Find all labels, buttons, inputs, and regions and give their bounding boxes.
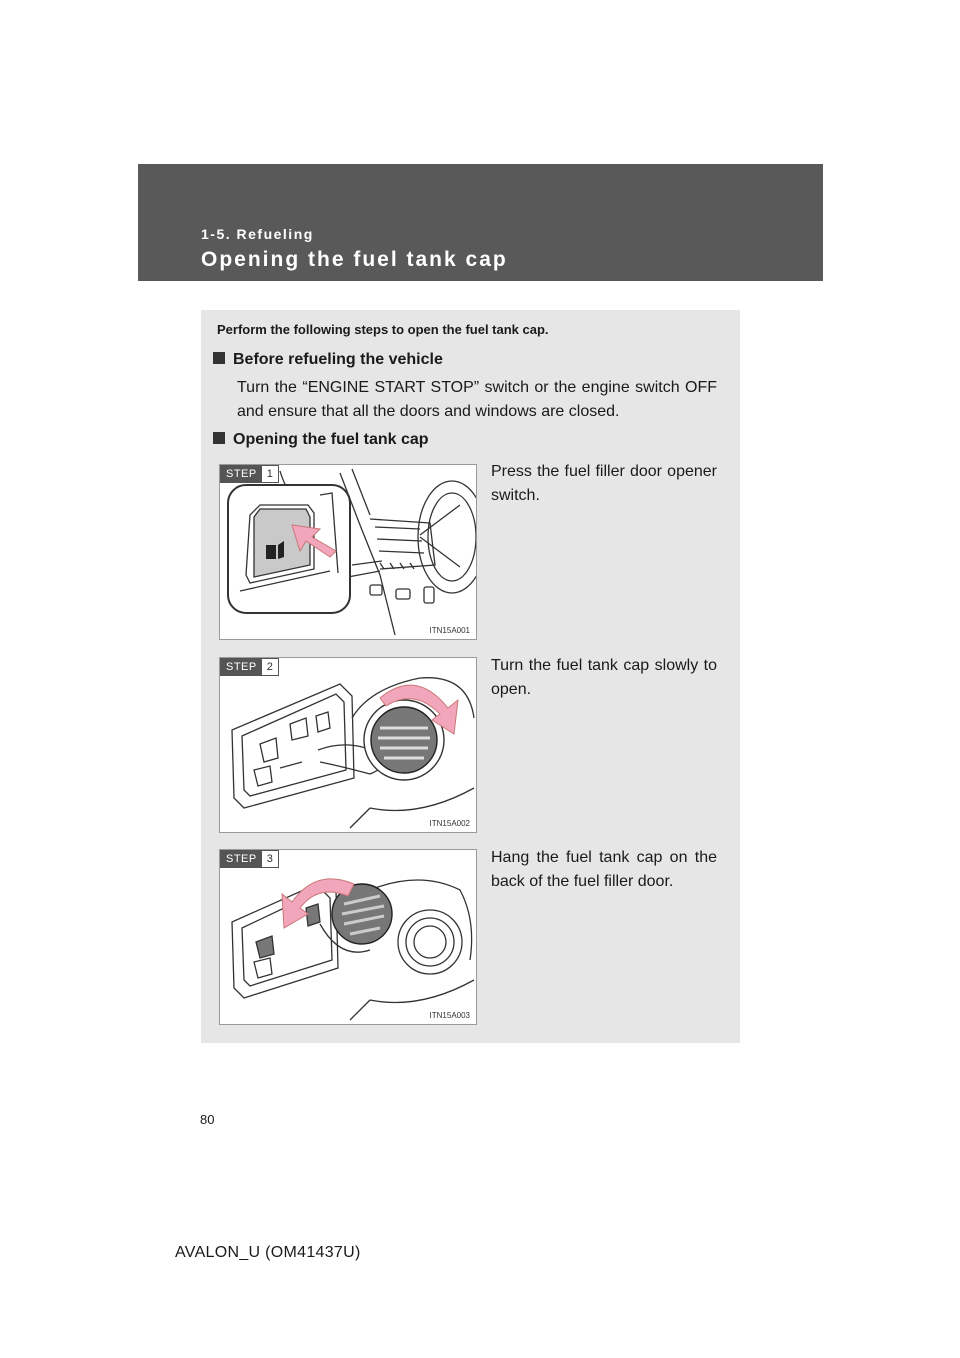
square-bullet-icon (213, 352, 225, 364)
figure-code: ITN15A001 (429, 626, 470, 635)
square-bullet-icon (213, 432, 225, 444)
step-2-text: Turn the fuel tank cap slowly to open. (491, 657, 717, 698)
intro-text: Perform the following steps to open the fuel tank cap. (217, 322, 549, 337)
step-label: STEP (221, 851, 262, 867)
section-label: 1-5. Refueling (201, 226, 314, 242)
step-2-figure (219, 657, 477, 833)
step-3-figure (219, 849, 477, 1025)
step-1-badge (220, 465, 279, 483)
before-refueling-text: Turn the “ENGINE START STOP” switch or the engine switch OFF and ensure that all the doors and windows are closed. (237, 379, 717, 420)
dashboard-switch-illustration (220, 465, 476, 639)
subheading-opening-cap (213, 431, 429, 449)
step-number: 1 (262, 466, 278, 482)
subheading-text: Before refueling the vehicle (233, 351, 443, 368)
step-1-figure (219, 464, 477, 640)
step-3-text: Hang the fuel tank cap on the back of the fuel filler door. (491, 849, 717, 890)
instruction-panel (201, 310, 740, 1043)
subheading-text: Opening the fuel tank cap (233, 431, 429, 448)
step-1-text: Press the fuel filler door opener switch. (491, 463, 717, 504)
subheading-before-refueling (213, 351, 443, 369)
section-header (138, 164, 823, 281)
figure-code: ITN15A002 (429, 819, 470, 828)
step-number: 3 (262, 851, 278, 867)
fuel-cap-turning-illustration (220, 658, 476, 832)
fuel-cap-hanging-illustration (220, 850, 476, 1024)
step-number: 2 (262, 659, 278, 675)
document-code: AVALON_U (OM41437U) (175, 1244, 361, 1261)
step-3-badge (220, 850, 279, 868)
step-label: STEP (221, 659, 262, 675)
figure-code: ITN15A003 (429, 1011, 470, 1020)
page-title: Opening the fuel tank cap (201, 248, 508, 271)
page-number: 80 (200, 1112, 215, 1127)
step-label: STEP (221, 466, 262, 482)
step-2-badge (220, 658, 279, 676)
